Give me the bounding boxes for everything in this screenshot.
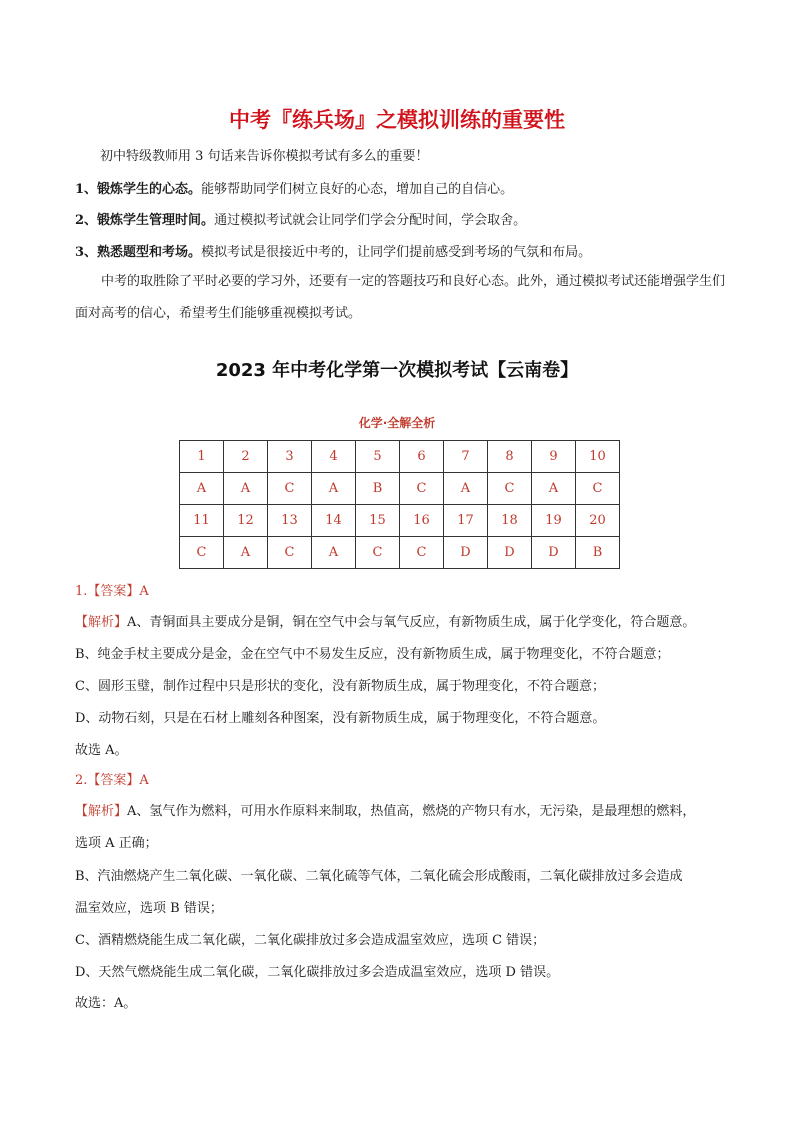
point-3-number: 3、 [75, 245, 98, 260]
table-cell: 12 [224, 505, 268, 537]
exam-title: 2023 年中考化学第一次模拟考试【云南卷】 [215, 360, 579, 381]
page-title: 中考『练兵场』之模拟训练的重要性 [229, 108, 565, 132]
table-cell: 8 [488, 441, 532, 473]
table-cell: D [488, 537, 532, 569]
table-cell: 18 [488, 505, 532, 537]
table-cell: 9 [532, 441, 576, 473]
table-cell: 5 [356, 441, 400, 473]
table-cell: C [400, 473, 444, 505]
table-cell: A [444, 473, 488, 505]
point-2-number: 2、 [75, 213, 98, 228]
q1-analysis-tag: 【解析】 [75, 615, 128, 630]
q1-option-a: A、青铜面具主要成分是铜，铜在空气中会与氧气反应，有新物质生成，属于化学变化，符合题意。 [127, 615, 696, 630]
table-row [180, 441, 620, 473]
q2-analysis-a [75, 800, 695, 819]
table-cell: A [224, 537, 268, 569]
answer-table [179, 440, 620, 569]
q2-option-d: D、天然气燃烧能生成二氧化碳，二氧化碳排放过多会造成温室效应，选项 D 错误。 [75, 965, 560, 980]
table-cell: 11 [180, 505, 224, 537]
table-cell: A [312, 473, 356, 505]
point-2-heading: 锻炼学生管理时间。 [97, 213, 215, 228]
table-row [180, 537, 620, 569]
q1-choice: 故选 A。 [75, 743, 128, 758]
q2-analysis-tag: 【解析】 [75, 804, 128, 819]
table-cell: A [180, 473, 224, 505]
table-cell: 20 [576, 505, 620, 537]
point-1-number: 1、 [75, 182, 98, 197]
table-cell: C [356, 537, 400, 569]
table-cell: A [224, 473, 268, 505]
q2-answer: 2.【答案】A [75, 773, 149, 788]
table-cell: 13 [268, 505, 312, 537]
table-row [180, 505, 620, 537]
table-cell: 16 [400, 505, 444, 537]
table-cell: 19 [532, 505, 576, 537]
table-cell: 15 [356, 505, 400, 537]
point-1-body: 能够帮助同学们树立良好的心态，增加自己的自信心。 [201, 182, 514, 197]
q2-option-b-line1: B、汽油燃烧产生二氧化碳、一氧化碳、二氧化硫等气体，二氧化硫会形成酸雨，二氧化碳排放过多会造成 [75, 869, 683, 884]
q1-option-c: C、圆形玉璧，制作过程中只是形状的变化，没有新物质生成，属于物理变化，不符合题意； [75, 679, 605, 694]
table-cell: C [400, 537, 444, 569]
table-cell: 10 [576, 441, 620, 473]
table-cell: D [444, 537, 488, 569]
q2-option-a-line2: 选项 A 正确； [75, 836, 158, 851]
q2-option-a-line1: A、氢气作为燃料，可用水作原料来制取，热值高，燃烧的产物只有水，无污染，是最理想的燃料， [127, 804, 696, 819]
table-cell: 3 [268, 441, 312, 473]
point-1 [75, 178, 513, 197]
table-cell: D [532, 537, 576, 569]
q1-option-b: B、纯金手杖主要成分是金，金在空气中不易发生反应，没有新物质生成，属于物理变化，不符合题意； [75, 647, 670, 662]
q1-option-d: D、动物石刻，只是在石材上雕刻各种图案，没有新物质生成，属于物理变化，不符合题意。 [75, 711, 606, 726]
closing-paragraph: 中考的取胜除了平时必要的学习外，还要有一定的答题技巧和良好心态。此外，通过模拟考试还能增强学生们面对高考的信心，希望考生们能够重视模拟考试。 [75, 274, 726, 321]
point-3-body: 模拟考试是很接近中考的，让同学们提前感受到考场的气氛和布局。 [201, 245, 592, 260]
point-2-body: 通过模拟考试就会让同学们学会分配时间，学会取舍。 [214, 213, 527, 228]
table-cell: C [268, 537, 312, 569]
table-cell: 2 [224, 441, 268, 473]
exam-subtitle: 化学·全解全析 [358, 416, 436, 430]
table-cell: C [180, 537, 224, 569]
q1-answer: 1.【答案】A [75, 584, 149, 599]
table-cell: 6 [400, 441, 444, 473]
table-cell: 4 [312, 441, 356, 473]
table-cell: 1 [180, 441, 224, 473]
point-1-heading: 锻炼学生的心态。 [97, 182, 202, 197]
q2-option-c: C、酒精燃烧能生成二氧化碳，二氧化碳排放过多会造成温室效应，选项 C 错误； [75, 933, 546, 948]
table-cell: C [268, 473, 312, 505]
q1-analysis-a [75, 611, 695, 630]
table-cell: A [312, 537, 356, 569]
intro-text: 初中特级教师用 3 句话来告诉你模拟考试有多么的重要！ [100, 149, 429, 164]
table-cell: 14 [312, 505, 356, 537]
table-row [180, 473, 620, 505]
point-3-heading: 熟悉题型和考场。 [97, 245, 202, 260]
table-cell: B [356, 473, 400, 505]
q2-option-b-line2: 温室效应，选项 B 错误； [75, 901, 223, 916]
table-cell: C [488, 473, 532, 505]
table-cell: 17 [444, 505, 488, 537]
point-2 [75, 209, 526, 228]
table-cell: A [532, 473, 576, 505]
point-3 [75, 241, 591, 260]
q2-choice: 故选：A。 [75, 996, 137, 1011]
table-cell: 7 [444, 441, 488, 473]
table-cell: B [576, 537, 620, 569]
table-cell: C [576, 473, 620, 505]
